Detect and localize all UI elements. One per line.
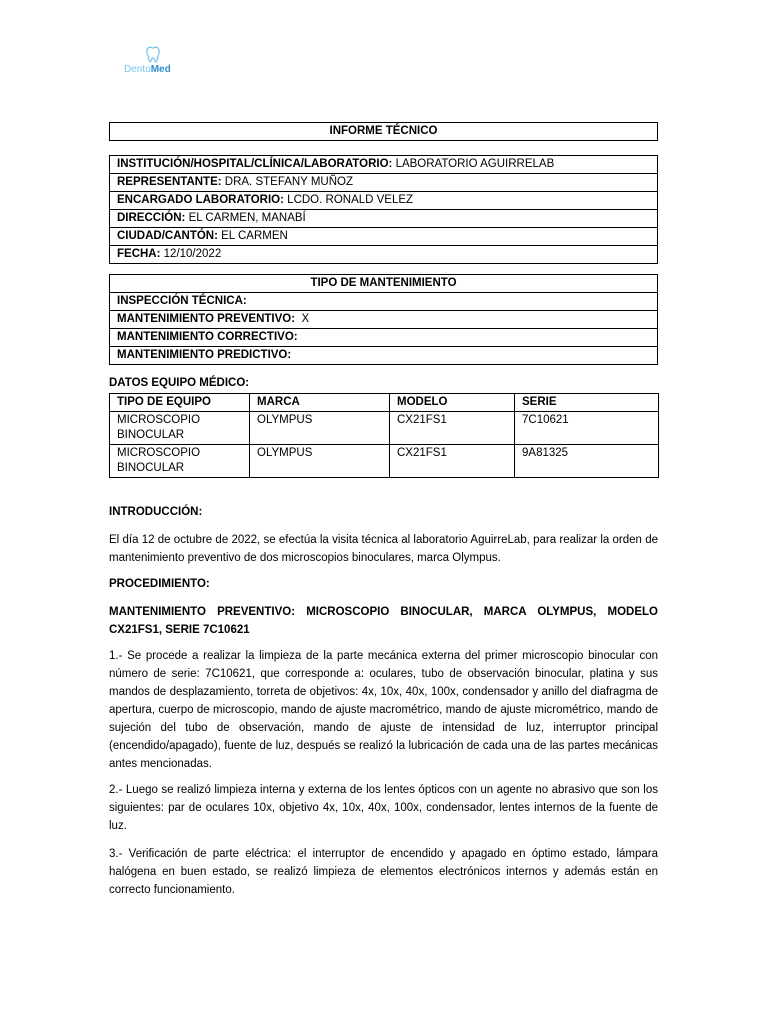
step-3-paragraph: 3.- Verificación de parte eléctrica: el interruptor de encendido y apagado en óptimo estado, lámpara halógena en buen estado, se realizó limpieza de elementos electrónicos internos y además están en correcto funcionamiento. [109,848,658,896]
maintenance-type-table [109,274,658,365]
table-cell: CX21FS1 [390,445,515,478]
step-1-paragraph: 1.- Se procede a realizar la limpieza de la parte mecánica externa del primer microscopio binocular con número de serie: 7C10621, que corresponde a: oculares, tubo de observación binocular, platina y sus mandos de desplazamiento, torreta de objetivos: 4x, 10x, 40x, 100x, condensador y anillo del diafragma de apertura, cuerpo de microscopio, mando de ajuste macrométrico, mando de ajuste micrométrico, mando de sujeción del tubo de observación, mando de ajuste de intensidad de luz, interruptor principal (encendido/apagado), fuente de luz, después se realizó la lubricación de cada una de las partes mecánicas antes mencionadas. [109,650,658,770]
table-row [110,445,659,478]
tooth-icon [145,46,161,64]
column-header: MARCA [250,394,390,412]
dentomed-logo [124,46,184,78]
table-row: MANTENIMIENTO PREVENTIVO: X [110,311,658,329]
procedure-heading: PROCEDIMIENTO: [109,578,210,590]
institution-table [109,155,658,264]
equipment-section-label: DATOS EQUIPO MÉDICO: [109,377,250,389]
table-cell: MICROSCOPIO BINOCULAR [110,445,250,478]
column-header: MODELO [390,394,515,412]
table-cell: OLYMPUS [250,445,390,478]
table-cell: 9A81325 [515,445,659,478]
step-2-paragraph: 2.- Luego se realizó limpieza interna y externa de los lentes ópticos con un agente no abrasivo que son los siguientes: par de oculares 10x, objetivo 4x, 10x, 40x, 100x, condensador, lentes internos de la fuente de luz. [109,784,658,832]
table-cell: MICROSCOPIO BINOCULAR [110,412,250,445]
intro-heading: INTRODUCCIÓN: [109,506,203,518]
table-header-row [110,394,659,412]
table-row: INSPECCIÓN TÉCNICA: [110,293,658,311]
table-row: FECHA: 12/10/2022 [110,246,658,264]
logo-wordmark: DentoMed [124,64,171,75]
table-row: REPRESENTANTE: DRA. STEFANY MUÑOZ [110,174,658,192]
column-header: SERIE [515,394,659,412]
report-title: INFORME TÉCNICO [110,123,658,141]
intro-paragraph: El día 12 de octubre de 2022, se efectúa la visita técnica al laboratorio AguirreLab, para realizar la orden de mantenimiento preventivo de dos microscopios binoculares, marca Olympus. [109,534,658,564]
table-row: DIRECCIÓN: EL CARMEN, MANABÍ [110,210,658,228]
table-row: CIUDAD/CANTÓN: EL CARMEN [110,228,658,246]
table-row [110,412,659,445]
table-row: ENCARGADO LABORATORIO: LCDO. RONALD VELEZ [110,192,658,210]
table-row: INSTITUCIÓN/HOSPITAL/CLÍNICA/LABORATORIO: LABORATORIO AGUIRRELAB [110,156,658,174]
equipment-table [109,393,659,478]
report-title-table [109,122,658,141]
procedure-subheading: MANTENIMIENTO PREVENTIVO: MICROSCOPIO BINOCULAR, MARCA OLYMPUS, MODELO CX21FS1, SERIE 7C10621 [109,606,658,636]
table-row: MANTENIMIENTO CORRECTIVO: [110,329,658,347]
table-cell: 7C10621 [515,412,659,445]
table-cell: CX21FS1 [390,412,515,445]
table-row: MANTENIMIENTO PREDICTIVO: [110,347,658,365]
maintenance-header: TIPO DE MANTENIMIENTO [110,275,658,293]
column-header: TIPO DE EQUIPO [110,394,250,412]
table-cell: OLYMPUS [250,412,390,445]
